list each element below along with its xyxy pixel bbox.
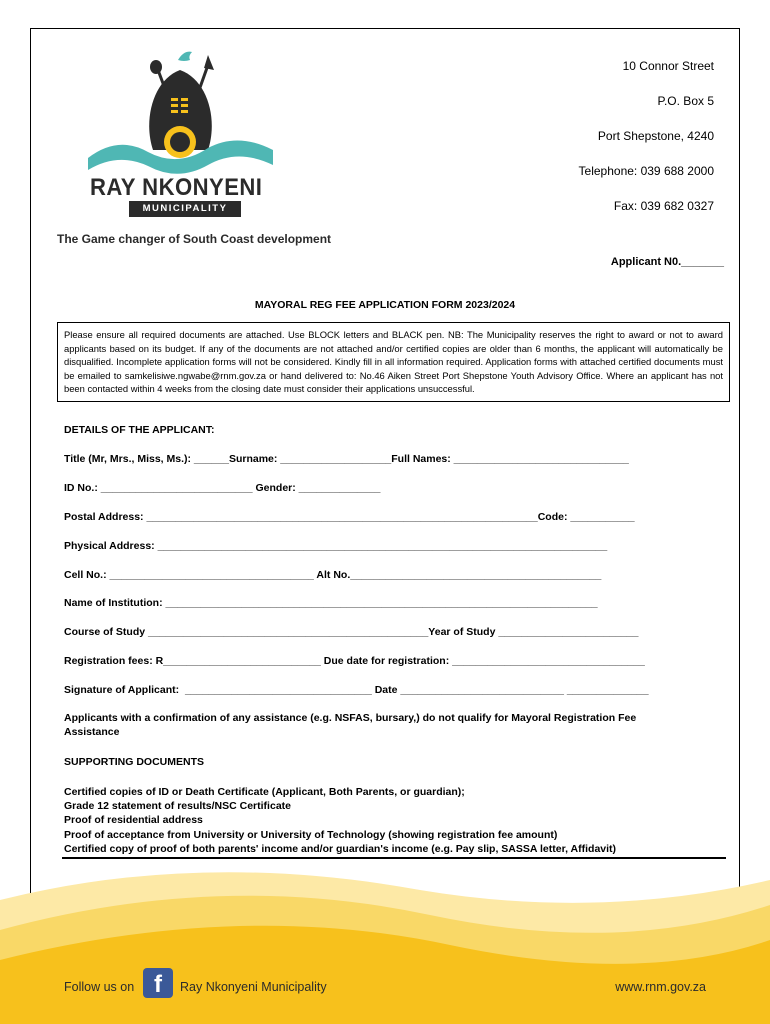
list-item: Grade 12 statement of results/NSC Certificate <box>64 800 291 813</box>
address-block <box>579 58 714 233</box>
address-street: 10 Connor Street <box>622 59 714 73</box>
address-telephone: Telephone: 039 688 2000 <box>578 164 714 178</box>
title-surname-names-field[interactable]: Title (Mr, Mrs., Miss, Ms.): ______Surname: ___________________Full Names: ______________________________ <box>64 453 629 465</box>
tagline: The Game changer of South Coast development <box>57 232 332 246</box>
notice-box: Please ensure all required documents are attached. Use BLOCK letters and BLACK pen. NB: The Municipality reserves the right to award or not to award applicants based on its budget. If any of the documents are not attached and/or certified copies are older than 6 months, the applicant will automatically be disqualified. Incomplete application forms will not be considered. Kindly fill in all information required. Application forms with attached certified documents must be emailed to samkelisiwe.ngwabe@rnm.gov.za or hand delivered to: No.46 Aiken Street Port Shepstone Youth Advisory Office. Where an applicant has not been contacted within 4 weeks from the closing date must consider their applications unsuccessful. <box>57 322 730 402</box>
footer-website-link[interactable]: www.rnm.gov.za <box>615 980 706 994</box>
supporting-documents-list <box>64 785 616 856</box>
supporting-documents-heading: SUPPORTING DOCUMENTS <box>64 756 205 768</box>
list-item: Proof of acceptance from University or University of Technology (showing registration fee amount) <box>64 828 558 841</box>
nsfas-note-line-2: Assistance <box>64 726 120 738</box>
list-item: Proof of residential address <box>64 814 203 827</box>
divider <box>62 857 726 859</box>
yellow-wave-decoration <box>0 860 770 1024</box>
details-heading: DETAILS OF THE APPLICANT: <box>64 424 215 436</box>
logo-name: RAY NKONYENI <box>90 174 263 201</box>
facebook-icon[interactable]: f <box>143 968 173 998</box>
shield-logo-icon <box>58 40 328 180</box>
signature-date-field[interactable]: Signature of Applicant: ________________________________ Date ____________________________ ______________ <box>64 684 649 696</box>
applicant-number[interactable]: Applicant N0._______ <box>610 256 724 268</box>
institution-field[interactable]: Name of Institution: __________________________________________________________________________ <box>64 597 598 609</box>
registration-fees-field[interactable]: Registration fees: R___________________________ Due date for registration: _________________________________ <box>64 655 645 667</box>
list-item: Certified copy of proof of both parents' income and/or guardian's income (e.g. Pay slip, SASSA letter, Affidavit) <box>64 842 617 855</box>
cell-alt-number-field[interactable]: Cell No.: ___________________________________ Alt No.___________________________________________ <box>64 569 602 581</box>
footer-page-name[interactable]: Ray Nkonyeni Municipality <box>180 980 327 994</box>
list-item: Certified copies of ID or Death Certificate (Applicant, Both Parents, or guardian); <box>64 786 465 798</box>
address-pobox: P.O. Box 5 <box>657 94 714 108</box>
postal-address-field[interactable]: Postal Address: ___________________________________________________________________Code: ___________ <box>64 511 635 523</box>
physical-address-field[interactable]: Physical Address: _____________________________________________________________________________ <box>64 540 608 552</box>
address-fax: Fax: 039 682 0327 <box>613 199 714 213</box>
id-gender-field[interactable]: ID No.: __________________________ Gender: ______________ <box>64 482 381 494</box>
logo-municipality-label: MUNICIPALITY <box>129 201 241 217</box>
municipality-logo <box>58 40 328 250</box>
address-city: Port Shepstone, 4240 <box>597 129 714 143</box>
form-title: MAYORAL REG FEE APPLICATION FORM 2023/2024 <box>254 299 516 311</box>
course-year-field[interactable]: Course of Study ________________________________________________Year of Study ________________________ <box>64 626 639 638</box>
footer-follow-text: Follow us on <box>64 980 135 994</box>
nsfas-note-line-1: Applicants with a confirmation of any assistance (e.g. NSFAS, bursary,) do not qualify for Mayoral Registration Fee <box>64 712 637 724</box>
